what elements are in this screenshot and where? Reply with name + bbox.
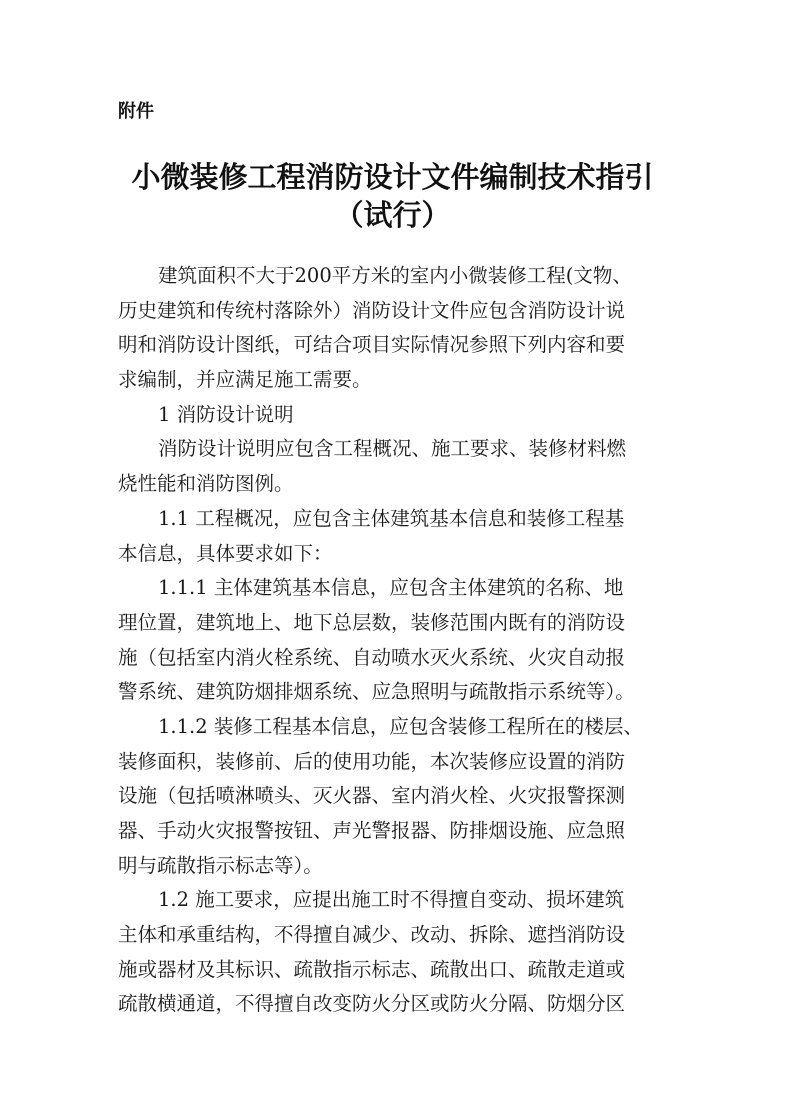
- body-line: 建筑面积不大于200平方米的室内小微装修工程(文物、: [158, 264, 632, 287]
- body-line: 历史建筑和传统村落除外）消防设计文件应包含消防设计说: [118, 298, 626, 322]
- body-line: 明和消防设计图纸，可结合项目实际情况参照下列内容和要: [118, 333, 626, 357]
- body-line: 消防设计说明应包含工程概况、施工要求、装修材料燃: [158, 437, 627, 461]
- body-line: 1.2 施工要求，应提出施工时不得擅自变动、损坏建筑: [158, 888, 625, 912]
- body-line: 设施（包括喷淋喷头、灭火器、室内消火栓、火灾报警探测: [118, 784, 626, 808]
- body-line: 烧性能和消防图例。: [118, 472, 294, 496]
- body-line: 1 消防设计说明: [158, 402, 294, 426]
- body-line: 装修面积，装修前、后的使用功能，本次装修应设置的消防: [118, 749, 626, 773]
- body-line: 本信息，具体要求如下：: [118, 541, 333, 565]
- body-line: 求编制，并应满足施工需要。: [118, 368, 372, 392]
- body-line: 疏散横通道，不得擅自改变防火分区或防火分隔、防烟分区: [118, 992, 626, 1016]
- body-line: 主体和承重结构，不得擅自减少、改动、拆除、遮挡消防设: [118, 923, 626, 947]
- body-line: 1.1 工程概况，应包含主体建筑基本信息和装修工程基: [158, 506, 625, 530]
- body-line: 施（包括室内消火栓系统、自动喷水灭火系统、火灾自动报: [118, 645, 626, 669]
- attachment-label: 附件: [118, 101, 154, 122]
- body-line: 1.1.2 装修工程基本信息，应包含装修工程所在的楼层、: [158, 714, 643, 738]
- body-line: 明与疏散指示标志等）。: [118, 853, 323, 877]
- body-line: 器、手动火灾报警按钮、声光警报器、防排烟设施、应急照: [118, 819, 626, 842]
- document-subtitle: （试行）: [334, 198, 451, 232]
- body-line: 1.1.1 主体建筑基本信息，应包含主体建筑的名称、地: [158, 576, 624, 600]
- body-line: 警系统、建筑防烟排烟系统、应急照明与疏散指示系统等）。: [118, 680, 635, 704]
- document-title: 小微装修工程消防设计文件编制技术指引: [131, 160, 654, 194]
- body-line: 理位置，建筑地上、地下总层数，装修范围内既有的消防设: [118, 610, 626, 634]
- document-body: [118, 259, 670, 1022]
- body-line: 施或器材及其标识、疏散指示标志、疏散出口、疏散走道或: [118, 957, 626, 981]
